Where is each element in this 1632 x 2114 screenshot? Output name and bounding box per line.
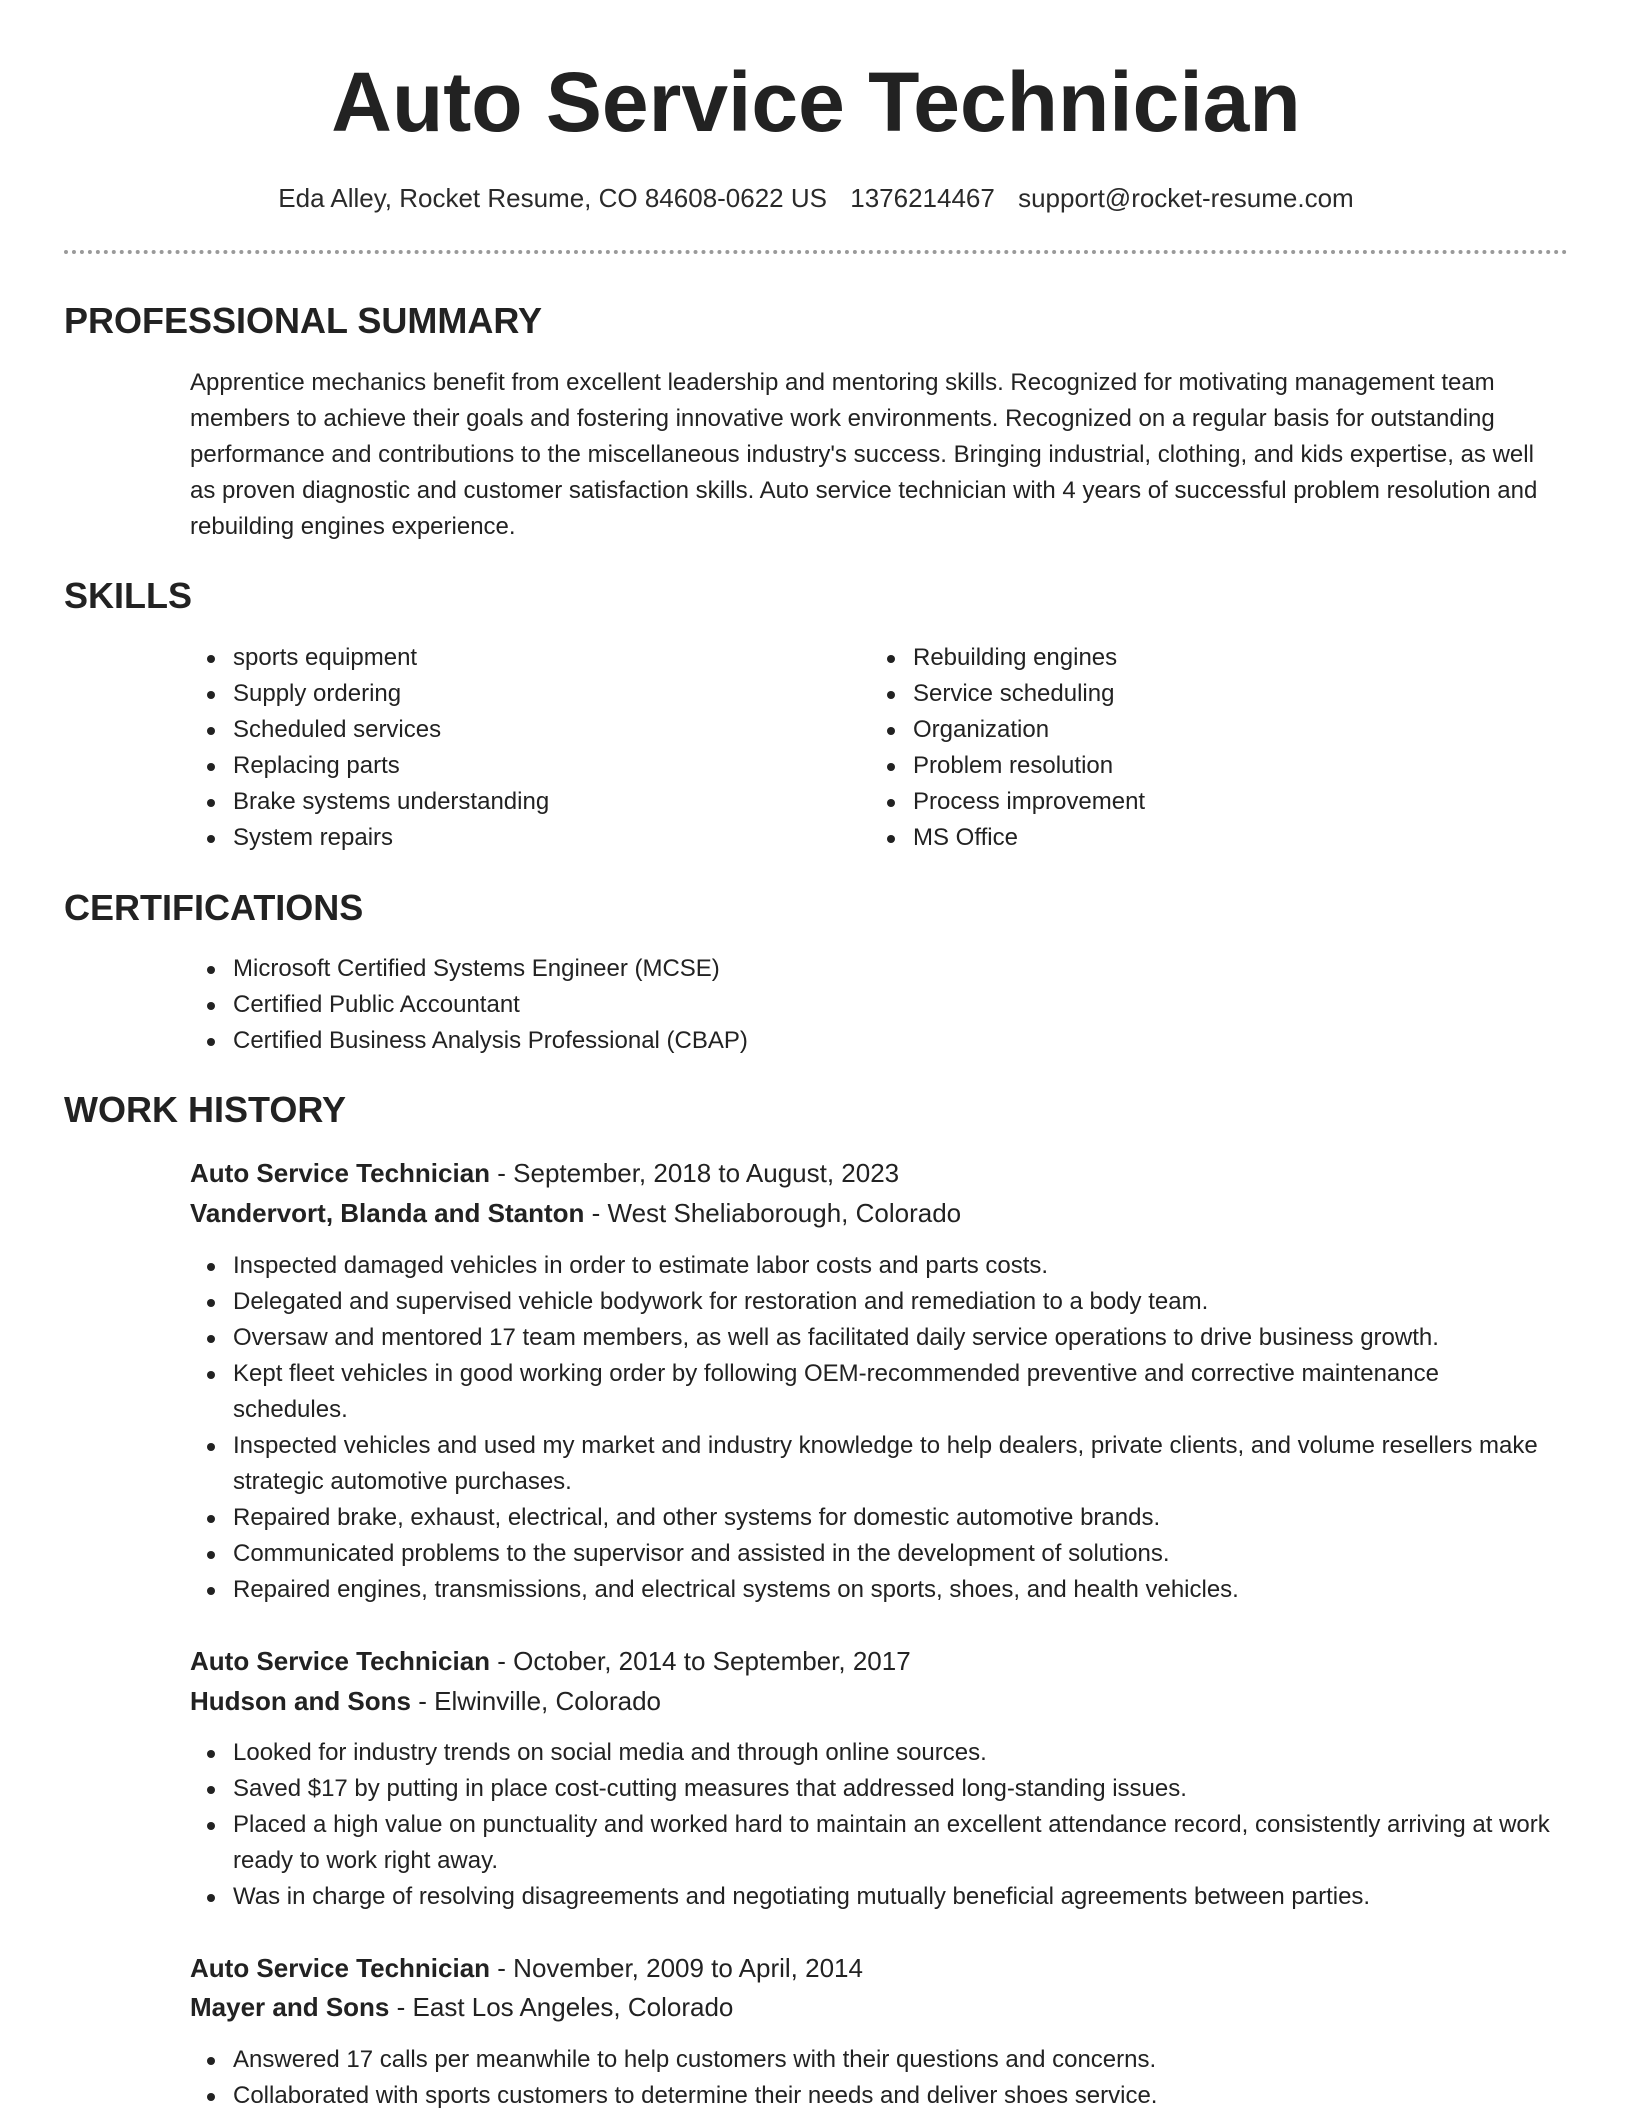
contact-line xyxy=(0,180,1632,216)
skill-item: System repairs xyxy=(190,820,830,856)
job-company-line xyxy=(190,1194,961,1232)
skill-item: Replacing parts xyxy=(190,748,830,784)
job-location: - West Sheliaborough, Colorado xyxy=(584,1198,962,1228)
job-duty-item: Placed a high value on punctuality and worked hard to maintain an excellent attendance record, consistently arriving at work ready to work right away. xyxy=(190,1807,1560,1879)
job-duties-list xyxy=(190,2042,1560,2114)
job-dates: - September, 2018 to August, 2023 xyxy=(490,1158,900,1188)
skill-item: Scheduled services xyxy=(190,712,830,748)
skill-item: Process improvement xyxy=(870,784,1510,820)
skill-item: Supply ordering xyxy=(190,676,830,712)
certifications-list xyxy=(190,951,1560,1059)
job-duty-item: Inspected damaged vehicles in order to estimate labor costs and parts costs. xyxy=(190,1248,1560,1284)
skill-item: MS Office xyxy=(870,820,1510,856)
job-company: Mayer and Sons xyxy=(190,1992,390,2022)
job-duty-item: Repaired brake, exhaust, electrical, and other systems for domestic automotive brands. xyxy=(190,1500,1560,1536)
job-title: Auto Service Technician xyxy=(190,1158,491,1188)
skills-list-right xyxy=(870,640,1510,856)
skill-item: Service scheduling xyxy=(870,676,1510,712)
job-company-line xyxy=(190,1988,733,2026)
job-duty-item: Oversaw and mentored 17 team members, as well as facilitated daily service operations to drive business growth. xyxy=(190,1320,1560,1356)
job-dates: - November, 2009 to April, 2014 xyxy=(490,1953,863,1983)
job-duty-item: Was in charge of resolving disagreements and negotiating mutually beneficial agreements between parties. xyxy=(190,1879,1560,1915)
skill-item: Organization xyxy=(870,712,1510,748)
resume-title: Auto Service Technician xyxy=(331,55,1301,149)
job-company: Vandervort, Blanda and Stanton xyxy=(190,1198,585,1228)
job-company: Hudson and Sons xyxy=(190,1686,411,1716)
job-title-line xyxy=(190,1642,911,1680)
job-duties-list xyxy=(190,1735,1560,1915)
work-history-heading: WORK HISTORY xyxy=(64,1089,347,1130)
skill-item: Problem resolution xyxy=(870,748,1510,784)
job-duty-item: Repaired engines, transmissions, and electrical systems on sports, shoes, and health vehicles. xyxy=(190,1572,1560,1608)
skills-heading: SKILLS xyxy=(64,575,193,616)
job-title-line xyxy=(190,1154,899,1192)
certification-item: Certified Public Accountant xyxy=(190,987,1560,1023)
job-duty-item: Kept fleet vehicles in good working order by following OEM-recommended preventive and corrective maintenance schedules. xyxy=(190,1356,1560,1428)
job-company-line xyxy=(190,1682,661,1720)
job-location: - Elwinville, Colorado xyxy=(411,1686,661,1716)
job-duty-item: Answered 17 calls per meanwhile to help customers with their questions and concerns. xyxy=(190,2042,1560,2078)
job-duties-list xyxy=(190,1248,1560,1608)
job-title: Auto Service Technician xyxy=(190,1953,491,1983)
job-title: Auto Service Technician xyxy=(190,1646,491,1676)
contact-address: Eda Alley, Rocket Resume, CO 84608-0622 US xyxy=(278,183,827,213)
contact-phone: 1376214467 xyxy=(850,183,995,213)
certification-item: Certified Business Analysis Professional (CBAP) xyxy=(190,1023,1560,1059)
summary-heading: PROFESSIONAL SUMMARY xyxy=(64,300,543,341)
certifications-heading: CERTIFICATIONS xyxy=(64,887,364,928)
skill-item: sports equipment xyxy=(190,640,830,676)
certification-item: Microsoft Certified Systems Engineer (MCSE) xyxy=(190,951,1560,987)
job-duty-item: Saved $17 by putting in place cost-cutting measures that addressed long-standing issues. xyxy=(190,1771,1560,1807)
job-location: - East Los Angeles, Colorado xyxy=(389,1992,734,2022)
job-duty-item: Delegated and supervised vehicle bodywork for restoration and remediation to a body team. xyxy=(190,1284,1560,1320)
job-duty-item: Communicated problems to the supervisor and assisted in the development of solutions. xyxy=(190,1536,1560,1572)
job-duty-item: Inspected vehicles and used my market and industry knowledge to help dealers, private clients, and volume resellers make strategic automotive purchases. xyxy=(190,1428,1560,1500)
job-duty-item: Collaborated with sports customers to determine their needs and deliver shoes service. xyxy=(190,2078,1560,2114)
job-title-line xyxy=(190,1949,863,1987)
job-dates: - October, 2014 to September, 2017 xyxy=(490,1646,911,1676)
skills-list-left xyxy=(190,640,830,856)
skill-item: Brake systems understanding xyxy=(190,784,830,820)
header-divider xyxy=(64,250,1568,254)
skill-item: Rebuilding engines xyxy=(870,640,1510,676)
contact-email: support@rocket-resume.com xyxy=(1018,183,1354,213)
summary-text: Apprentice mechanics benefit from excellent leadership and mentoring skills. Recognized for motivating management team members to achieve their goals and fostering innovative work environments. Recognized on a regular basis for outstanding performance and contributions to the miscellaneous industry's success. Bringing industrial, clothing, and kids expertise, as well as proven diagnostic and customer satisfaction skills. Auto service technician with 4 years of successful problem resolution and rebuilding engines experience. xyxy=(190,369,1538,540)
job-duty-item: Looked for industry trends on social media and through online sources. xyxy=(190,1735,1560,1771)
